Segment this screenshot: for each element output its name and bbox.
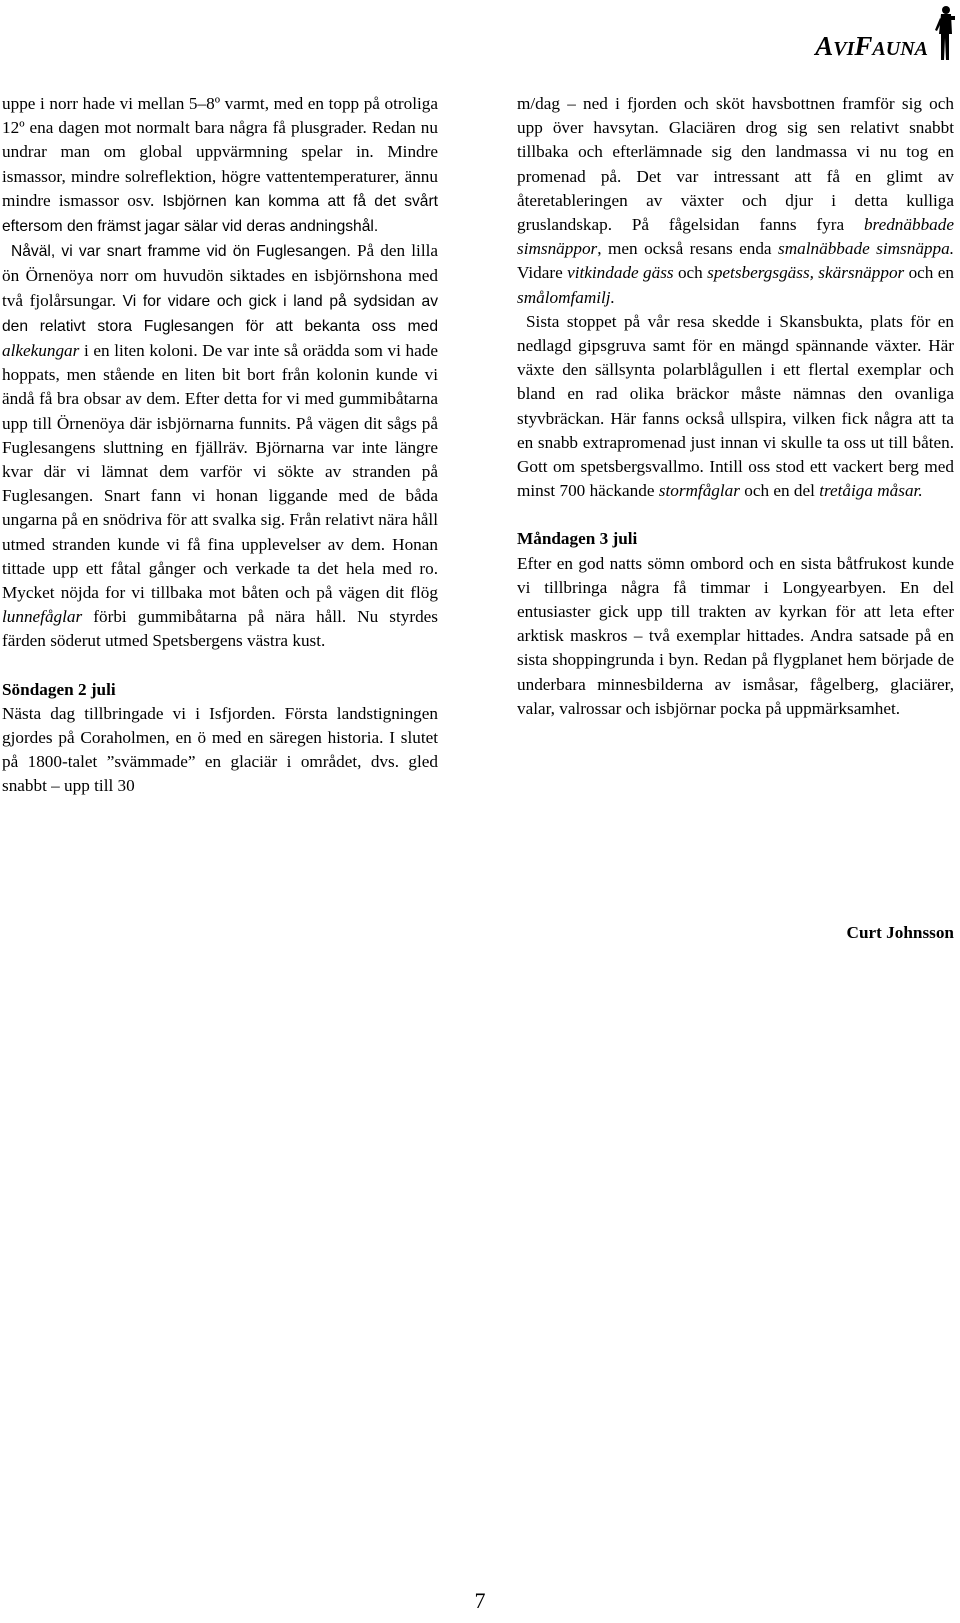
paragraph: Sista stoppet på vår resa skedde i Skansbukta, plats för en nedlagd gipsgruva samt för en mängd spännande växter. Här växte den sällsynta polarblågullen i ett flertal exemplar och bland en rad olika bräckor måste nämnas den ovanliga styvbräckan. Här fanns också ullspira, vilken fick några att ta en snabb extrapromenad just innan vi skulle ta oss ut till båten. Gott om spetsbergsvallmo. Intill oss stod ett vackert berg med minst 700 häckande stormfåglar och en del tretåiga måsar. bbox=[517, 311, 954, 501]
species-name: stormfåglar bbox=[658, 481, 740, 501]
species-name: smålomfamilj. bbox=[517, 287, 615, 307]
author-signature: Curt Johnsson bbox=[846, 923, 954, 942]
paragraph: Efter en god natts sömn ombord och en sista båtfrukost kunde vi tillbringa några få timmar i Longyearbyen. En del entusiaster gick upp till trakten av kyrkan för att leta efter arktisk maskros – två exemplar hittades. Andra satsade på en sista shoppingrunda i byn. Redan på flygplanet hem började de underbara minnesbilderna av ismåsar, fågelberg, glaciärer, valar, valrossar och isbjörnar pocka på uppmärksamhet. bbox=[517, 553, 954, 718]
magazine-title bbox=[815, 33, 928, 60]
brand-initial-f: F bbox=[854, 31, 873, 61]
section-heading: Måndagen 3 juli bbox=[517, 529, 638, 549]
spacer bbox=[2, 654, 438, 678]
species-name: smalnäbbade simsnäppa. bbox=[778, 239, 954, 259]
paragraph: Nästa dag tillbringade vi i Isfjorden. Första landstigningen gjordes på Coraholmen, en ö med en säregen historia. I slutet på 1800-talet ”svämmade” en glaciär i området, dvs. gled snabbt – upp till 30 bbox=[2, 703, 438, 796]
left-column bbox=[2, 92, 438, 799]
species-name: spetsbergsgäss, skärsnäppor bbox=[707, 263, 905, 283]
species-name: brednäbbade simsnäppor bbox=[517, 215, 954, 259]
paragraph: Nåväl, vi var snart framme vid ön Fuglesangen. På den lilla ön Örnenöya norr om huvudön siktades en isbjörnshona med två fjolårsungar. Vi for vidare och gick i land på sydsidan av den relativt stora Fuglesangen för att bekanta oss med alkekungar i en liten koloni. De var inte så orädda som vi hade hoppats, men stående en liten bit bort från kolonin kunde vi ändå få bra obsar av dem. Efter detta for vi med gummibåtarna upp till Örnenöya där isbjörnarna funnits. På vägen dit sågs på Fuglesangens sluttning en fjällräv. Björnarna var inte längre kvar där vi lämnat dem varför vi sökte av stranden på Fuglesangen. Snart fann vi honan liggande med de båda ungarna på en snödriva för att svalka sig. Från relativt nära håll utmed stranden kunde vi få fina upplevelser av dem. Honan tittade upp ett fåtal gånger och verkade ta det hela med ro. Mycket nöjda for vi tillbaka mot båten och på vägen dit flög lunnefåglar förbi gummibåtarna på nära håll. Nu styrdes färden söderut utmed Spetsbergens västra kust. bbox=[2, 241, 439, 651]
page-number: 7 bbox=[474, 1588, 486, 1613]
right-column bbox=[517, 92, 954, 721]
paragraph: uppe i norr hade vi mellan 5–8º varmt, med en topp på otroliga 12º ena dagen mot normalt bara några få plusgrader. Redan nu undrar man om global uppvärmning spelar in. Mindre ismassor, mindre solreflektion, högre vattentemperaturer, ännu mindre ismassor osv. Isbjörnen kan komma att få det svårt eftersom den främst jagar sälar vid deras andningshål. bbox=[2, 94, 438, 236]
paragraph: m/dag – ned i fjorden och sköt havsbottnen framför sig och upp över havsytan. Glaciären drog sig sen relativt snabbt tillbaka och efterlämnade sig den landmassa vi nu tog en promenad på. Det var intressant att få en glimt av återetableringen av växter och djur i detta kulliga gruslandskap. På fågelsidan fanns fyra brednäbbade simsnäppor, men också resans enda smalnäbbade simsnäppa. Vidare vitkindade gäss och spetsbergsgäss, skärsnäppor och en smålomfamilj. bbox=[517, 94, 954, 307]
section-heading: Söndagen 2 juli bbox=[2, 679, 116, 699]
species-name: tretåiga måsar. bbox=[819, 481, 923, 501]
bird-watcher-silhouette-icon bbox=[934, 4, 956, 62]
brand-rest-a: VI bbox=[833, 38, 855, 60]
spacer bbox=[517, 503, 954, 527]
species-name: alkekungar bbox=[2, 341, 80, 361]
page-header bbox=[815, 4, 956, 62]
species-name: lunnefåglar bbox=[2, 607, 83, 627]
brand-initial-a: A bbox=[815, 31, 834, 61]
species-name: vitkindade gäss bbox=[567, 263, 674, 283]
brand-rest-f: AUNA bbox=[872, 38, 928, 60]
